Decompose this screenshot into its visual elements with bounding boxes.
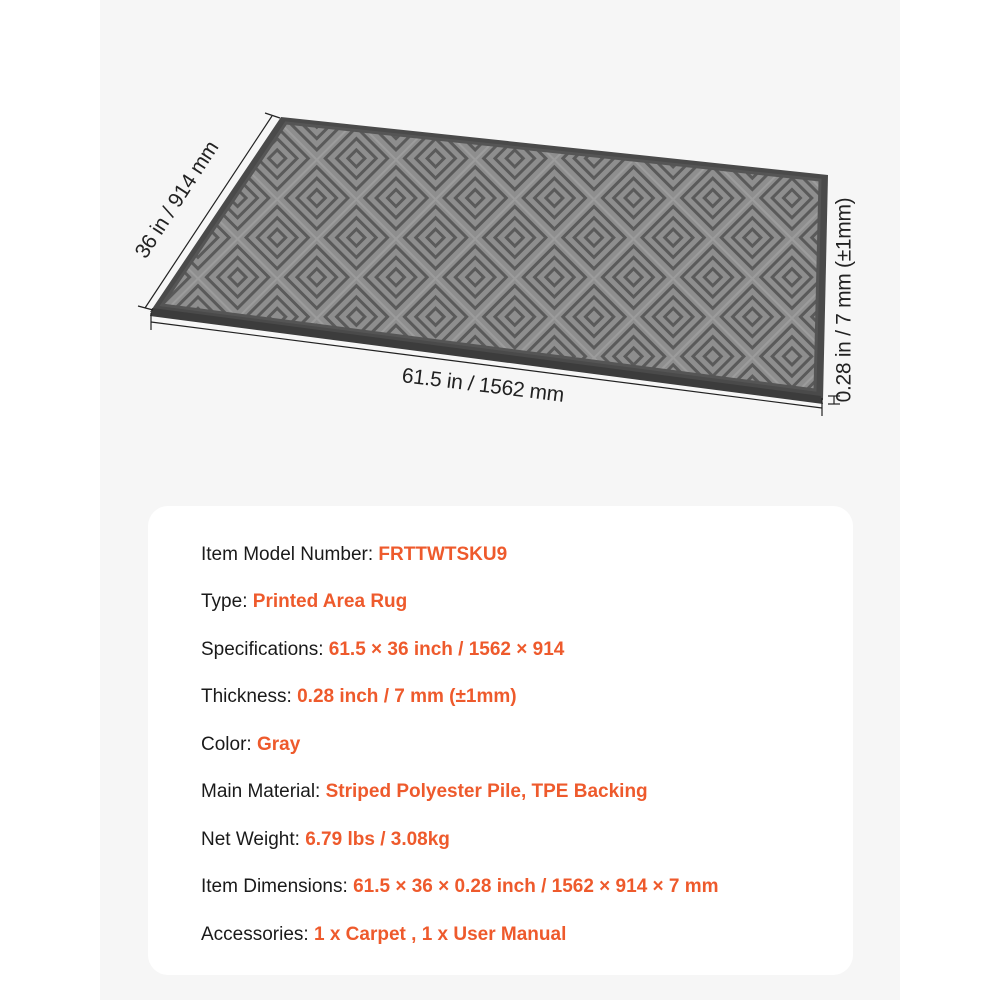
spec-row-specifications bbox=[201, 639, 564, 661]
spec-value: 0.28 inch / 7 mm (±1mm) bbox=[297, 686, 517, 707]
spec-value: 61.5 × 36 inch / 1562 × 914 bbox=[328, 639, 565, 660]
spec-label: Net Weight: bbox=[201, 829, 300, 850]
spec-label: Type: bbox=[201, 591, 248, 612]
spec-value: 6.79 lbs / 3.08kg bbox=[305, 829, 450, 850]
rug-dimension-figure bbox=[0, 0, 1000, 480]
spec-label: Accessories: bbox=[201, 924, 309, 945]
spec-row-type bbox=[201, 591, 407, 613]
spec-value: 1 x Carpet , 1 x User Manual bbox=[313, 924, 567, 945]
spec-row-net-weight bbox=[201, 829, 450, 851]
thickness-dimension-label: 0.28 in / 7 mm (±1mm) bbox=[832, 197, 856, 403]
width-dimension-label: 61.5 in / 1562 mm bbox=[400, 364, 566, 407]
spec-row-model-number bbox=[201, 544, 507, 566]
spec-label: Item Model Number: bbox=[201, 544, 374, 565]
spec-label: Main Material: bbox=[201, 781, 321, 802]
spec-value: Striped Polyester Pile, TPE Backing bbox=[325, 781, 648, 802]
specifications-card bbox=[148, 506, 853, 975]
spec-label: Item Dimensions: bbox=[201, 876, 348, 897]
spec-row-thickness bbox=[201, 686, 517, 708]
spec-label: Thickness: bbox=[201, 686, 292, 707]
spec-row-main-material bbox=[201, 781, 648, 803]
spec-value: Gray bbox=[256, 734, 301, 755]
spec-row-accessories bbox=[201, 924, 566, 946]
spec-row-item-dimensions bbox=[201, 876, 719, 898]
spec-label: Specifications: bbox=[201, 639, 324, 660]
spec-value: 61.5 × 36 × 0.28 inch / 1562 × 914 × 7 mm bbox=[353, 876, 719, 897]
spec-value: Printed Area Rug bbox=[252, 591, 408, 612]
spec-value: FRTTWTSKU9 bbox=[378, 544, 508, 565]
spec-row-color bbox=[201, 734, 300, 756]
spec-label: Color: bbox=[201, 734, 252, 755]
depth-dimension-label: 36 in / 914 mm bbox=[130, 136, 224, 263]
